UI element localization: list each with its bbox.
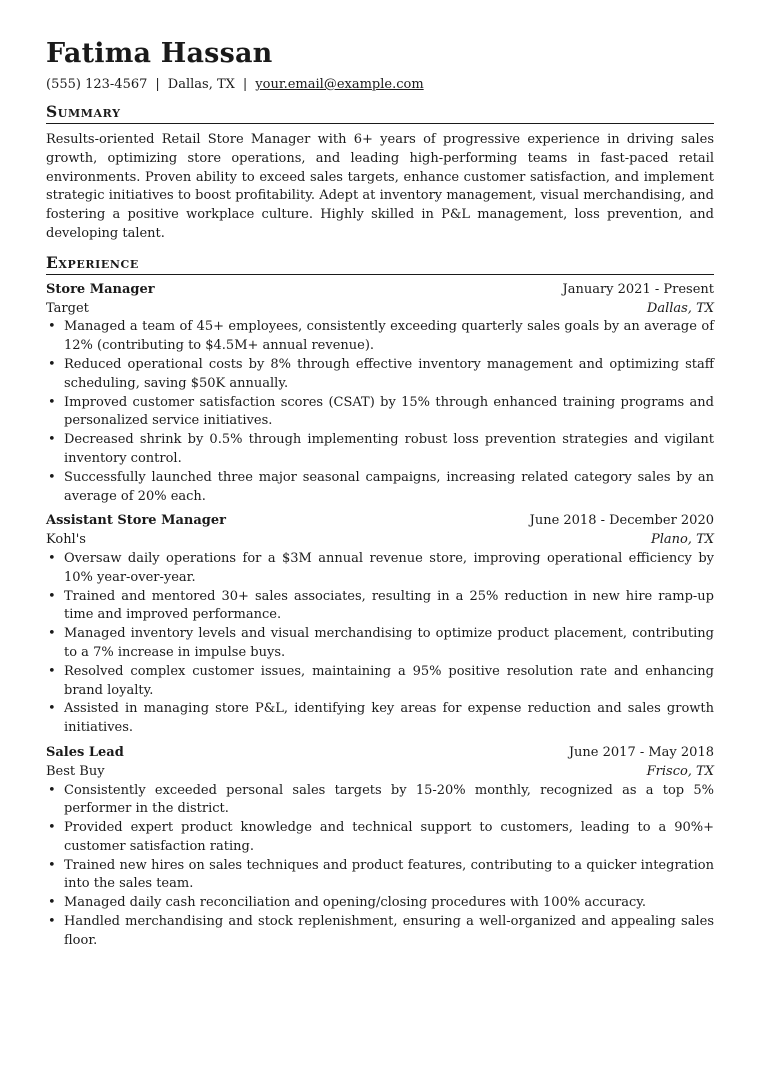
job-title: Store Manager xyxy=(46,281,155,297)
bullet-dot-icon: • xyxy=(48,432,56,448)
bullet-dot-icon: • xyxy=(48,550,56,566)
bullet-text: Managed inventory levels and visual merchandising to optimize product placement, contributing to a 7% increase in impulse buys. xyxy=(64,626,714,660)
job-location: Dallas, TX xyxy=(646,300,714,316)
company-name: Kohl's xyxy=(46,532,86,548)
bullet-dot-icon: • xyxy=(48,394,56,410)
bullet-item xyxy=(46,431,714,469)
bullet-item xyxy=(46,857,714,895)
bullet-dot-icon: • xyxy=(48,356,56,372)
summary-heading: Summary xyxy=(46,102,714,124)
bullet-dot-icon: • xyxy=(48,782,56,798)
bullet-text: Consistently exceeded personal sales targets by 15-20% monthly, recognized as a top 5% performer in the district. xyxy=(64,782,714,817)
bullet-item xyxy=(46,356,714,394)
contact-separator: | xyxy=(242,77,248,92)
bullet-text: Resolved complex customer issues, maintaining a 95% positive resolution rate and enhancing brand loyalty. xyxy=(64,663,714,698)
bullet-item xyxy=(46,782,714,820)
job-header-row xyxy=(46,281,714,300)
bullet-dot-icon: • xyxy=(48,588,56,604)
bullet-dot-icon: • xyxy=(48,914,56,930)
summary-text: Results-oriented Retail Store Manager with 6+ years of progressive experience in driving sales growth, optimizing store operations, and leading high-performing teams in fast-paced retail environments. Proven ability to exceed sales targets, enhance customer satisfaction, and implement strategic initiatives to boost profitability. Adept at inventory management, visual merchandising, and fostering a positive workplace culture. Highly skilled in P&L management, loss prevention, and developing talent. xyxy=(46,132,714,241)
job-dates: June 2018 - December 2020 xyxy=(529,513,714,529)
company-name: Target xyxy=(46,300,89,316)
bullet-item xyxy=(46,894,714,913)
bullet-item xyxy=(46,394,714,432)
bullet-item xyxy=(46,819,714,857)
job-location: Frisco, TX xyxy=(646,763,714,779)
job-header-row xyxy=(46,744,714,763)
job-header-row xyxy=(46,512,714,531)
job-bullets xyxy=(46,782,714,951)
bullet-dot-icon: • xyxy=(48,895,56,911)
job-dates: January 2021 - Present xyxy=(562,281,714,297)
bullet-text: Trained new hires on sales techniques and product features, contributing to a quicker integration into the sales team. xyxy=(64,857,714,892)
bullet-text: Improved customer satisfaction scores (CSAT) by 15% through enhanced training programs and personalized service initiatives. xyxy=(64,394,714,429)
job-entry xyxy=(46,512,714,738)
company-name: Best Buy xyxy=(46,763,105,779)
bullet-item xyxy=(46,663,714,701)
contact-line xyxy=(46,76,714,93)
candidate-name: Fatima Hassan xyxy=(46,38,273,69)
bullet-dot-icon: • xyxy=(48,857,56,873)
job-bullets xyxy=(46,550,714,738)
bullet-text: Reduced operational costs by 8% through effective inventory management and optimizing staff scheduling, saving $50K annually. xyxy=(64,356,714,391)
bullet-text: Provided expert product knowledge and technical support to customers, leading to a 90%+ customer satisfaction rating. xyxy=(64,820,714,854)
summary-section xyxy=(46,102,714,244)
bullet-item xyxy=(46,700,714,738)
contact-separator: | xyxy=(155,77,160,92)
bullet-item xyxy=(46,318,714,356)
job-title: Sales Lead xyxy=(46,744,124,760)
bullet-text: Managed a team of 45+ employees, consistently exceeding quarterly sales goals by an average of 12% (contributing to $4.5M+ annual revenue). xyxy=(64,319,714,354)
bullet-text: Managed daily cash reconciliation and opening/closing procedures with 100% accuracy. xyxy=(64,895,647,911)
bullet-dot-icon: • xyxy=(48,319,56,335)
job-bullets xyxy=(46,318,714,506)
job-company-row xyxy=(46,300,714,319)
bullet-dot-icon: • xyxy=(48,469,56,485)
experience-section xyxy=(46,253,714,951)
bullet-dot-icon: • xyxy=(48,701,56,717)
job-entry xyxy=(46,281,714,507)
bullet-item xyxy=(46,913,714,951)
bullet-dot-icon: • xyxy=(48,626,56,642)
bullet-item xyxy=(46,625,714,663)
bullet-text: Assisted in managing store P&L, identifying key areas for expense reduction and sales growth initiatives. xyxy=(64,701,714,736)
bullet-text: Trained and mentored 30+ sales associates, resulting in a 25% reduction in new hire ramp-up time and improved performance. xyxy=(64,588,714,623)
bullet-item xyxy=(46,469,714,507)
email-link[interactable]: your.email@example.com xyxy=(255,77,424,92)
bullet-text: Successfully launched three major seasonal campaigns, increasing related category sales by an average of 20% each. xyxy=(64,469,714,504)
job-title: Assistant Store Manager xyxy=(46,513,227,529)
job-company-row xyxy=(46,531,714,550)
bullet-item xyxy=(46,588,714,626)
contact-location: Dallas, TX xyxy=(167,77,235,92)
phone-number: (555) 123-4567 xyxy=(46,77,148,92)
job-location: Plano, TX xyxy=(650,532,714,548)
job-company-row xyxy=(46,763,714,782)
job-dates: June 2017 - May 2018 xyxy=(568,744,714,760)
job-entry xyxy=(46,744,714,951)
bullet-text: Handled merchandising and stock replenishment, ensuring a well-organized and appealing sales floor. xyxy=(64,914,714,948)
bullet-dot-icon: • xyxy=(48,820,56,836)
bullet-text: Oversaw daily operations for a $3M annual revenue store, improving operational efficiency by 10% year-over-year. xyxy=(64,550,714,585)
bullet-text: Decreased shrink by 0.5% through implementing robust loss prevention strategies and vigilant inventory control. xyxy=(64,432,714,466)
bullet-dot-icon: • xyxy=(48,663,56,679)
experience-heading: Experience xyxy=(46,253,714,275)
bullet-item xyxy=(46,550,714,588)
